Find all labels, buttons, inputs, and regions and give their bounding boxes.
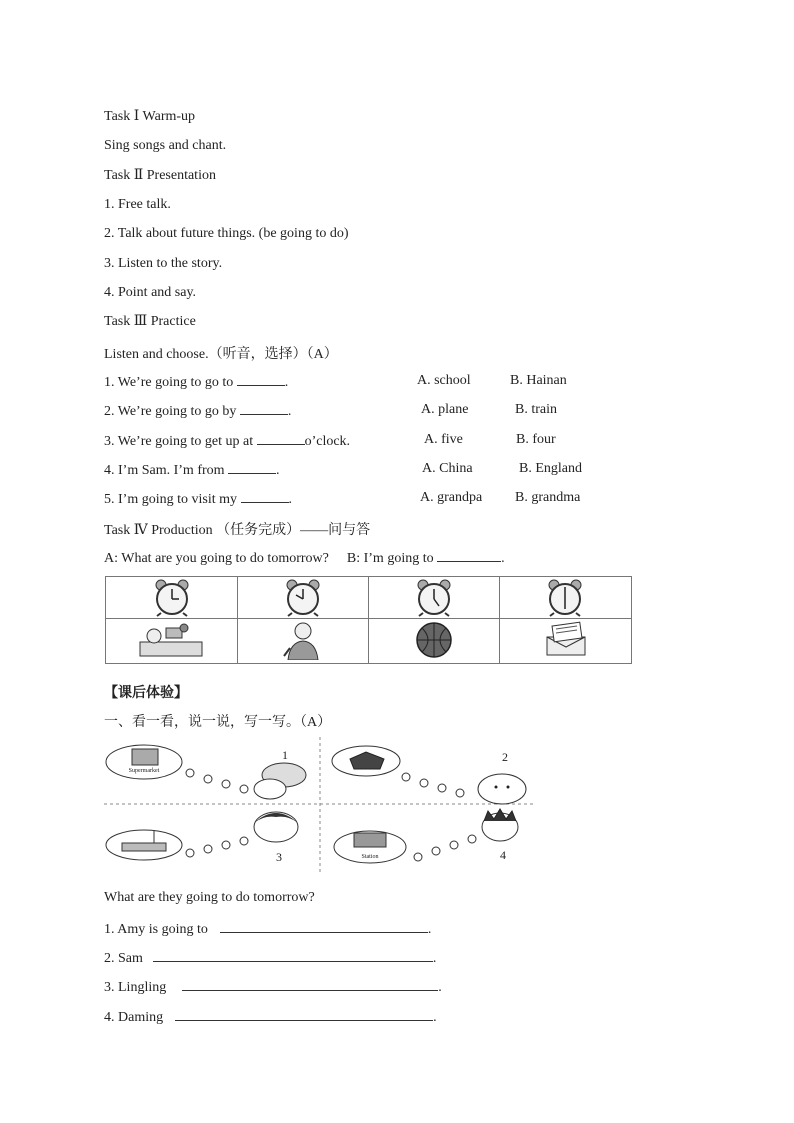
picture-number: 3 <box>276 850 282 864</box>
alarm-clock-icon <box>237 577 368 618</box>
answer-blank[interactable] <box>240 402 288 415</box>
answer-blank[interactable] <box>175 1008 433 1021</box>
answer-line-2 <box>104 949 436 967</box>
option-a[interactable]: A. grandpa <box>420 490 483 505</box>
answer-line-4 <box>104 1008 437 1026</box>
picture-number: 2 <box>502 750 508 764</box>
answer-blank[interactable] <box>182 978 438 991</box>
question-end: . <box>284 375 289 390</box>
task2-item: 4. Point and say. <box>104 285 197 300</box>
question-text: 3. We’re going to get up at <box>104 434 257 449</box>
answer-b: B: I’m going to <box>346 551 438 566</box>
question-text: 5. I’m going to visit my <box>104 492 241 507</box>
picture-grid <box>105 576 632 664</box>
question-text: 2. We’re going to go by <box>104 404 240 419</box>
question-1 <box>104 373 288 391</box>
answer-blank[interactable] <box>153 949 433 962</box>
letter-envelope-icon <box>499 619 630 660</box>
option-a[interactable]: A. five <box>424 432 463 447</box>
answer-end: . <box>432 951 437 966</box>
question-text: 4. I’m Sam. I’m from <box>104 463 229 478</box>
picture-number: 1 <box>282 748 288 762</box>
answer-blank[interactable] <box>228 461 276 474</box>
answer-label: 2. Sam <box>104 951 143 966</box>
question-end: . <box>276 463 280 478</box>
after-question: What are they going to do tomorrow? <box>104 890 315 905</box>
question-2 <box>104 402 291 420</box>
answer-blank[interactable] <box>237 373 285 386</box>
alarm-clock-icon <box>106 577 237 618</box>
option-b[interactable]: B. Hainan <box>510 373 567 388</box>
answer-end: . <box>501 551 505 566</box>
task4-title: Task Ⅳ Production （任务完成）——问与答 <box>104 523 371 538</box>
station-label: Station <box>361 854 379 860</box>
option-b[interactable]: B. grandma <box>515 490 581 505</box>
task4-dialog <box>104 549 505 567</box>
alarm-clock-icon <box>368 577 499 618</box>
answer-label: 3. Lingling <box>104 980 167 995</box>
question-a: A: What are you going to do tomorrow? <box>104 551 329 566</box>
task3-instruction: Listen and choose.（听音，选择）（A） <box>104 347 338 362</box>
picture-number: 4 <box>500 848 506 862</box>
answer-line-3 <box>104 978 442 996</box>
option-b[interactable]: B. four <box>516 432 556 447</box>
answer-label: 4. Daming <box>104 1010 164 1025</box>
option-a[interactable]: A. China <box>422 461 473 476</box>
task2-title: Task Ⅱ Presentation <box>104 168 216 183</box>
answer-blank[interactable] <box>241 490 289 503</box>
reading-in-bed-icon <box>106 619 237 660</box>
task2-item: 3. Listen to the story. <box>104 256 223 271</box>
question-end: o’clock. <box>304 434 351 449</box>
option-a[interactable]: A. plane <box>421 402 469 417</box>
basketball-icon <box>368 619 499 660</box>
task2-item: 2. Talk about future things. (be going to do) <box>104 226 349 241</box>
thought-bubble-picture <box>104 737 536 872</box>
answer-end: . <box>438 980 442 995</box>
supermarket-label: Supermarket <box>128 768 160 774</box>
clothes-bubble-icon <box>332 746 400 776</box>
question-5 <box>104 490 292 508</box>
task1-title: Task Ⅰ Warm-up <box>104 109 196 124</box>
answer-label: 1. Amy is going to <box>104 922 208 937</box>
question-end: . <box>288 492 292 507</box>
supermarket-bubble-icon <box>106 745 182 779</box>
question-4 <box>104 461 280 479</box>
after-class-heading: 【课后体验】 <box>104 686 188 701</box>
grandpa-icon <box>237 619 368 660</box>
question-3 <box>104 432 350 450</box>
after-class-instruction: 一、看一看，说一说，写一写。（A） <box>104 715 332 730</box>
alarm-clock-icon <box>499 577 630 618</box>
question-text: 1. We’re going to go to <box>104 375 237 390</box>
sam-face-icon <box>478 774 526 804</box>
answer-end: . <box>433 1010 437 1025</box>
option-b[interactable]: B. England <box>519 461 582 476</box>
answer-blank[interactable] <box>437 549 501 562</box>
answer-end: . <box>427 922 432 937</box>
question-end: . <box>287 404 292 419</box>
task2-item: 1. Free talk. <box>104 197 171 212</box>
option-b[interactable]: B. train <box>515 402 557 417</box>
task3-title: Task Ⅲ Practice <box>104 314 196 329</box>
task1-line: Sing songs and chant. <box>104 138 227 153</box>
beach-bubble-icon <box>106 830 182 860</box>
answer-line-1 <box>104 920 431 938</box>
answer-blank[interactable] <box>257 432 305 445</box>
answer-blank[interactable] <box>220 920 428 933</box>
station-bubble-icon <box>334 831 406 863</box>
option-a[interactable]: A. school <box>417 373 471 388</box>
